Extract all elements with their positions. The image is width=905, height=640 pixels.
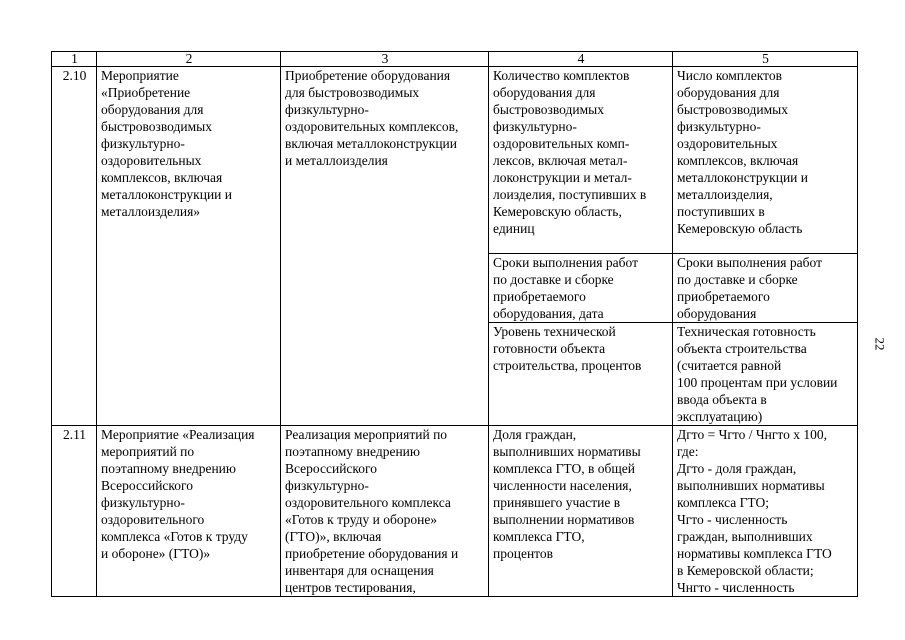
indicator-method-cell: Число комплектов оборудования для быстровозводимых физкультурно- оздоровительных комплексов, включая металлоконструкции и металлоизделия, поступивших в Кемеровскую область [673,67,858,254]
event-name-cell: Мероприятие «Приобретение оборудования для быстровозводимых физкультурно- оздоровительных комплексов, включая металлоконструкции и металлоизделия» [97,67,281,426]
row-number: 2.10 [52,67,97,426]
header-cell: 2 [97,52,281,67]
table-row [52,426,858,597]
indicator-name-cell: Сроки выполнения работ по доставке и сборке приобретаемого оборудования, дата [489,254,673,323]
table-header-row [52,52,858,67]
document-table [51,51,858,597]
indicator-name-cell: Количество комплектов оборудования для быстровозводимых физкультурно- оздоровительных комп- лексов, включая метал- локонструкции и метал- лоизделия, поступивших в Кемеровскую область, единиц [489,67,673,254]
header-cell: 1 [52,52,97,67]
indicator-name-cell: Доля граждан, выполнивших нормативы комплекса ГТО, в общей численности населения, принявшего участие в выполнении нормативов комплекса ГТО, процентов [489,426,673,597]
row-number: 2.11 [52,426,97,597]
table-row [52,67,858,254]
event-description-cell: Приобретение оборудования для быстровозводимых физкультурно- оздоровительных комплексов, включая металлоконструкции и металлоизделия [281,67,489,426]
indicator-method-cell: Сроки выполнения работ по доставке и сборке приобретаемого оборудования [673,254,858,323]
header-cell: 5 [673,52,858,67]
page-number: 22 [872,337,888,351]
event-name-cell: Мероприятие «Реализация мероприятий по поэтапному внедрению Всероссийского физкультурно- оздоровительного комплекса «Готов к труду и обороне» (ГТО)» [97,426,281,597]
header-cell: 4 [489,52,673,67]
header-cell: 3 [281,52,489,67]
indicator-method-cell: Дгто = Чгто / Чнгто x 100, где: Дгто - доля граждан, выполнивших нормативы комплекса ГТО; Чгто - численность граждан, выполнивших нормативы комплекса ГТО в Кемеровской области; Чнгто - численность [673,426,858,597]
indicator-name-cell: Уровень технической готовности объекта строительства, процентов [489,323,673,426]
indicator-method-cell: Техническая готовность объекта строительства (считается равной 100 процентам при условии ввода объекта в эксплуатацию) [673,323,858,426]
event-description-cell: Реализация мероприятий по поэтапному внедрению Всероссийского физкультурно- оздоровительного комплекса «Готов к труду и обороне» (ГТО)», включая приобретение оборудования и инвентаря для оснащения центров тестирования, [281,426,489,597]
